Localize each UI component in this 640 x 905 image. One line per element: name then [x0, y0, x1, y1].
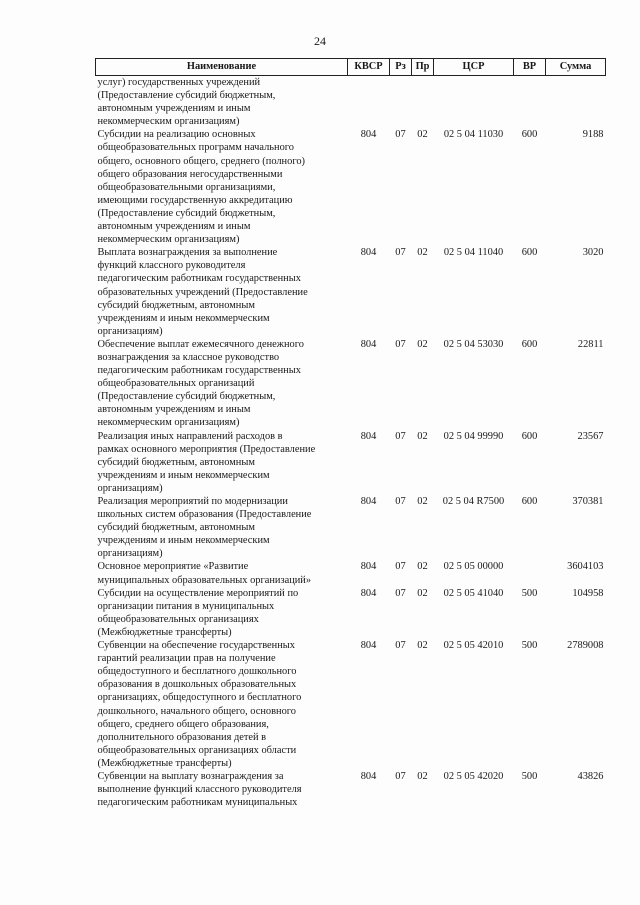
cell-rz: 07 — [395, 129, 406, 141]
cell-pr: 02 — [417, 640, 428, 652]
cell-sum: 104958 — [572, 587, 604, 599]
cell-vr: 600 — [521, 338, 538, 350]
cell-kvsr: 804 — [360, 587, 377, 599]
cell-name: Субсидии на реализацию основных общеобразовательных программ начального общего, основного общего, среднего (полного) общего образования негосударственными общеобразовательными организациями, имеющими государственную аккредитацию (Предоставление субсидий бюджетным, автономным учреждениям и иным некоммерческим организациям) — [97, 129, 305, 246]
cell-csr: 02 5 04 R7500 — [442, 496, 505, 507]
cell-kvsr: 804 — [360, 496, 377, 507]
table-row — [96, 76, 606, 129]
header-sum: Сумма — [546, 59, 606, 76]
cell-name: Реализация иных направлений расходов в рамках основного мероприятия (Предоставление субсидий бюджетным, автономным учреждениям и иным некоммерческим организациям) — [97, 430, 316, 494]
cell-rz: 07 — [395, 496, 406, 507]
cell-name: услуг) государственных учреждений (Предоставление субсидий бюджетным, автономным учреждениям и иным некоммерческим организациям) — [97, 77, 276, 128]
cell-vr: 500 — [521, 770, 538, 782]
header-vr: ВР — [514, 59, 546, 76]
table-row — [96, 430, 606, 495]
cell-sum: 43826 — [577, 770, 604, 782]
cell-name: Реализация мероприятий по модернизации школьных систем образования (Предоставление субсидий бюджетным, автономным учреждениям и иным некоммерческим организациям) — [97, 496, 312, 560]
cell-vr: 600 — [521, 129, 538, 141]
cell-kvsr: 804 — [360, 430, 377, 442]
cell-csr — [434, 76, 514, 129]
cell-name: Субвенции на выплату вознаграждения за выполнение функций классного руководителя педагогическим работникам муниципальных — [97, 770, 302, 809]
table-row — [96, 128, 606, 246]
cell-pr: 02 — [417, 247, 428, 259]
cell-sum: 9188 — [582, 129, 604, 141]
cell-pr: 02 — [417, 338, 428, 350]
budget-table — [95, 58, 606, 809]
cell-name: Обеспечение выплат ежемесячного денежного вознаграждения за классное руководство педагогическим работникам государственных общеобразовательных организаций (Предоставление субсидий бюджетным, автономным учреждениям и иным некоммерческим организациям) — [97, 338, 304, 429]
cell-csr: 02 5 05 42020 — [443, 770, 504, 782]
cell-sum: 2789008 — [567, 640, 604, 652]
cell-sum — [546, 76, 606, 129]
cell-csr: 02 5 05 00000 — [443, 561, 504, 573]
table-row — [96, 560, 606, 586]
table-row — [96, 338, 606, 430]
table-row — [96, 495, 606, 560]
cell-sum: 22811 — [577, 338, 604, 350]
cell-vr — [514, 560, 546, 586]
cell-kvsr: 804 — [360, 640, 377, 652]
cell-kvsr — [348, 76, 390, 129]
cell-name: Субсидии на осуществление мероприятий по организации питания в муниципальных общеобразовательных организациях (Межбюджетные трансферты) — [97, 587, 299, 638]
cell-kvsr: 804 — [360, 770, 377, 782]
cell-sum: 3604103 — [567, 561, 604, 573]
cell-vr: 500 — [521, 587, 538, 599]
header-rz: Рз — [390, 59, 412, 76]
cell-rz: 07 — [395, 247, 406, 259]
cell-rz: 07 — [395, 430, 406, 442]
cell-rz: 07 — [395, 640, 406, 652]
page-number: 24 — [314, 34, 326, 48]
cell-sum: 370381 — [572, 496, 604, 507]
cell-csr: 02 5 04 53030 — [443, 338, 504, 350]
cell-rz: 07 — [395, 770, 406, 782]
cell-rz: 07 — [395, 561, 406, 573]
cell-csr: 02 5 04 11030 — [443, 129, 504, 141]
cell-rz: 07 — [395, 587, 406, 599]
cell-vr: 600 — [521, 430, 538, 442]
cell-rz: 07 — [395, 338, 406, 350]
cell-csr: 02 5 04 99990 — [443, 430, 504, 442]
cell-pr: 02 — [417, 770, 428, 782]
cell-pr: 02 — [417, 496, 428, 507]
cell-name: Субвенции на обеспечение государственных гарантий реализации прав на получение общедоступного и бесплатного дошкольного образования в дошкольных образовательных организациях, общедоступного и бесплатного дошкольного, начального общего, основного общего, среднего общего образования, дополнительного образования детей в общеобразовательных организациях области (Межбюджетные трансферты) — [97, 640, 302, 769]
table-row — [96, 770, 606, 809]
table-body — [96, 76, 606, 810]
cell-csr: 02 5 05 42010 — [443, 640, 504, 652]
table-row — [96, 639, 606, 770]
cell-vr: 600 — [521, 496, 538, 507]
cell-sum: 3020 — [582, 247, 604, 259]
cell-csr: 02 5 05 41040 — [443, 587, 504, 599]
cell-vr — [514, 76, 546, 129]
cell-pr: 02 — [417, 587, 428, 599]
cell-pr — [412, 76, 434, 129]
cell-rz — [390, 76, 412, 129]
table-row — [96, 587, 606, 639]
header-pr: Пр — [412, 59, 434, 76]
cell-vr: 500 — [521, 640, 538, 652]
cell-csr: 02 5 04 11040 — [443, 247, 504, 259]
cell-kvsr: 804 — [360, 129, 377, 141]
cell-name: Основное мероприятие «Развитие муниципальных образовательных организаций» — [97, 561, 312, 586]
cell-kvsr: 804 — [360, 247, 377, 259]
cell-pr: 02 — [417, 129, 428, 141]
table-row — [96, 246, 606, 338]
header-kvsr: КВСР — [348, 59, 390, 76]
cell-pr: 02 — [417, 430, 428, 442]
cell-kvsr: 804 — [360, 338, 377, 350]
table-header — [96, 59, 606, 76]
header-csr: ЦСР — [434, 59, 514, 76]
cell-sum: 23567 — [577, 430, 604, 442]
cell-name: Выплата вознаграждения за выполнение функций классного руководителя педагогическим работникам государственных образовательных учреждений (Предоставление субсидий бюджетным, автономным учреждениям и иным некоммерческим организациям) — [97, 247, 308, 337]
cell-kvsr: 804 — [360, 561, 377, 573]
cell-pr: 02 — [417, 561, 428, 573]
cell-vr: 600 — [521, 247, 538, 259]
header-name: Наименование — [96, 59, 348, 76]
